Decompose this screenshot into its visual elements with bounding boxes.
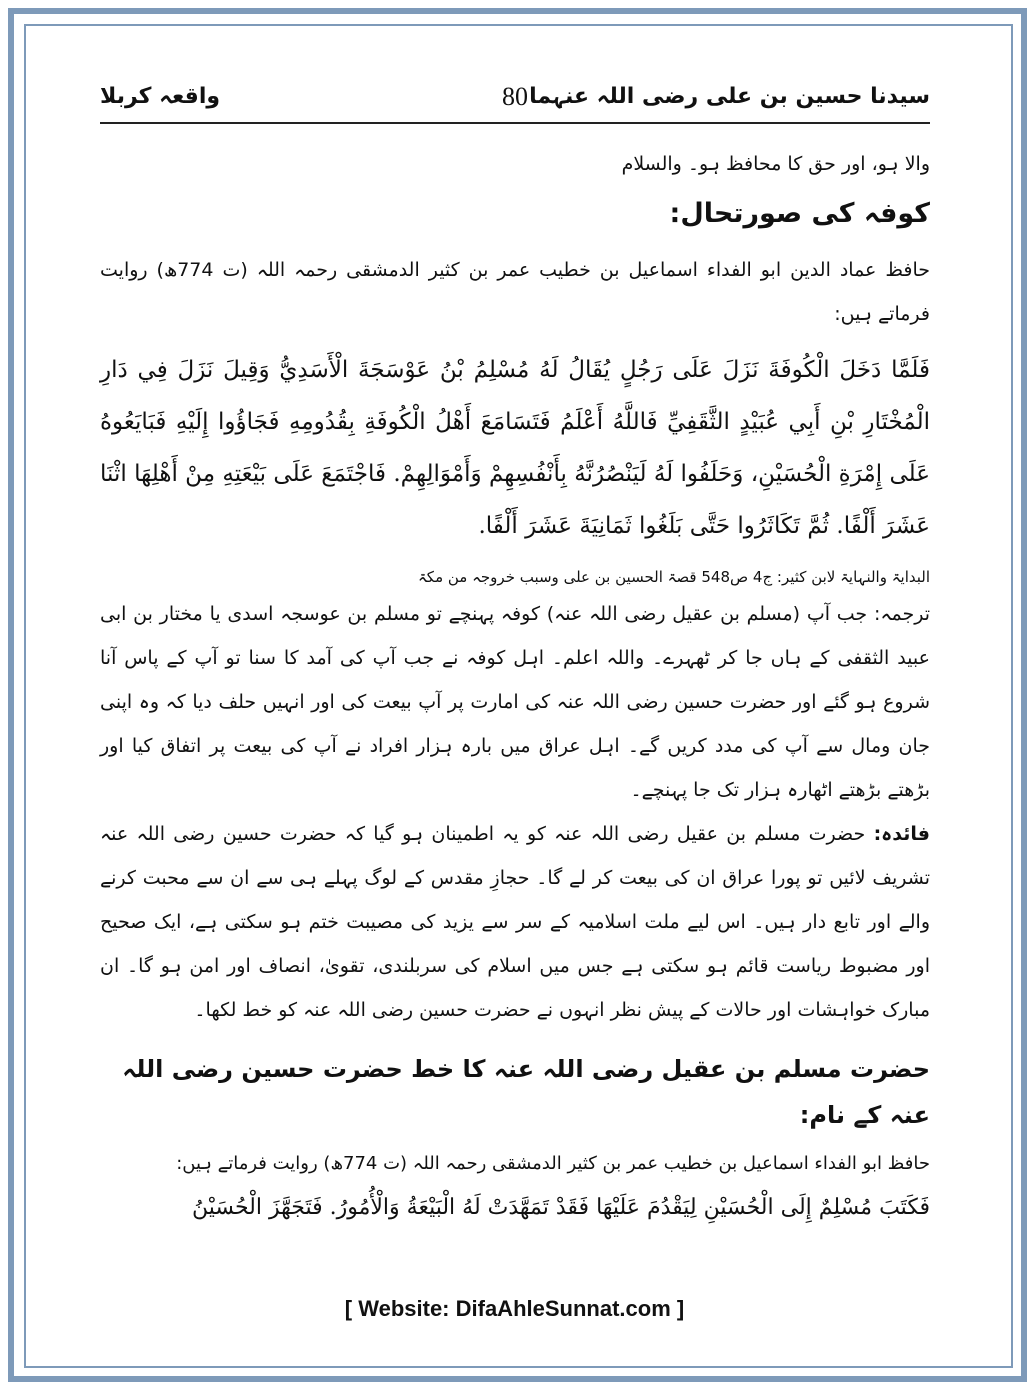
closing-line: والا ہو، اور حق کا محافظ ہو۔ والسلام (621, 153, 930, 175)
arabic-quote: فَلَمَّا دَخَلَ الْكُوفَةَ نَزَلَ عَلَى رَجُلٍ يُقَالُ لَهُ مُسْلِمُ بْنُ عَوْسَجَةَ الْأَسَدِيُّ وَقِيلَ نَزَلَ فِي دَارِ الْمُخْتَارِ بْنِ أَبِي عُبَيْدٍ الثَّقَفِيِّ فَاللَّهُ أَعْلَمُ فَتَسَامَعَ أَهْلُ الْكُوفَةِ بِقُدُومِهِ فَجَاؤُوا إِلَيْهِ فَبَايَعُوهُ عَلَى إِمْرَةِ الْحُسَيْنِ، وَحَلَفُوا لَهُ لَيَنْصُرُنَّهُ بِأَنْفُسِهِمْ وَأَمْوَالِهِمْ. فَاجْتَمَعَ عَلَى بَيْعَتِهِ مِنْ أَهْلِهَا اثْنَا عَشَرَ أَلْفًا. ثُمَّ تَكَاثَرُوا حَتَّى بَلَغُوا ثَمَانِيَةَ عَشَرَ أَلْفًا. (100, 357, 930, 539)
narration-intro-2: حافظ ابو الفداء اسماعیل بن خطیب عمر بن کثیر الدمشقی رحمہ اللہ (ت 774ھ) روایت فرماتے ہیں: (176, 1153, 930, 1174)
book-title: سیدنا حسین بن علی رضی اللہ عنہما (529, 84, 930, 109)
website-footer: [ Website: DifaAhleSunnat.com ] (344, 1296, 685, 1321)
heading-kufa-situation: کوفہ کی صورتحال: (669, 198, 930, 229)
faida-label: فائدہ: (873, 823, 930, 845)
page-content (100, 80, 930, 1300)
faida-paragraph (100, 812, 930, 1032)
source-reference: البدایۃ والنہایۃ لابن کثیر: ج4 ص548 قصۃ الحسین بن علی وسبب خروجہ من مکۃ (418, 568, 930, 586)
running-header (100, 80, 930, 124)
page-number: 80 (502, 82, 528, 111)
faida-text: حضرت مسلم بن عقیل رضی اللہ عنہ کو یہ اطمینان ہو گیا کہ حضرت حسین رضی اللہ عنہ تشریف لائیں تو پورا عراق ان کی بیعت کر لے گا۔ حجازِ مقدس کے لوگ پہلے ہی سے ان سے محبت کرنے والے اور تابع دار ہیں۔ اس لیے ملت اسلامیہ کے سر سے یزید کی مصیبت ختم ہو سکتی ہے، ایک صحیح اور مضبوط ریاست قائم ہو سکتی ہے جس میں اسلام کی سربلندی، تقویٰ، انصاف اور امن ہو گا۔ ان مبارک خواہشات اور حالات کے پیش نظر انہوں نے حضرت حسین رضی اللہ عنہ کو خط لکھا۔ (100, 823, 930, 1021)
translation-label: ترجمہ: (873, 603, 930, 625)
translation-text: جب آپ (مسلم بن عقیل رضی اللہ عنہ) کوفہ پہنچے تو مسلم بن عوسجہ اسدی یا مختار بن ابی عبید الثقفی کے ہاں جا کر ٹھہرے۔ واللہ اعلم۔ اہل کوفہ نے جب آپ کی آمد کا سنا تو آپ کے پاس آنا شروع ہو گئے اور حضرت حسین رضی اللہ عنہ کی امارت پر آپ بیعت کی اور انہیں حلف دیا کہ وہ اپنی جان ومال سے آپ کی مدد کریں گے۔ اہل عراق میں بارہ ہزار افراد نے آپ کی بیعت پر اتفاق کیا اور بڑھتے بڑھتے اٹھارہ ہزار تک جا پہنچے۔ (100, 603, 930, 801)
arabic-quote-2: فَكَتَبَ مُسْلِمٌ إِلَى الْحُسَيْنِ لِيَقْدُمَ عَلَيْهَا فَقَدْ تَمَهَّدَتْ لَهُ الْبَيْعَةُ وَالْأُمُورُ. فَتَجَهَّزَ الْحُسَيْنُ (191, 1195, 930, 1220)
heading-letter: حضرت مسلم بن عقیل رضی اللہ عنہ کا خط حضرت حسین رضی اللہ عنہ کے نام: (122, 1055, 930, 1129)
translation-paragraph (100, 592, 930, 812)
narration-intro: حافظ عماد الدین ابو الفداء اسماعیل بن خطیب عمر بن کثیر الدمشقی رحمہ اللہ (ت 774ھ) روایت فرماتے ہیں: (100, 259, 930, 325)
section-title: واقعہ کربلا (100, 84, 221, 109)
